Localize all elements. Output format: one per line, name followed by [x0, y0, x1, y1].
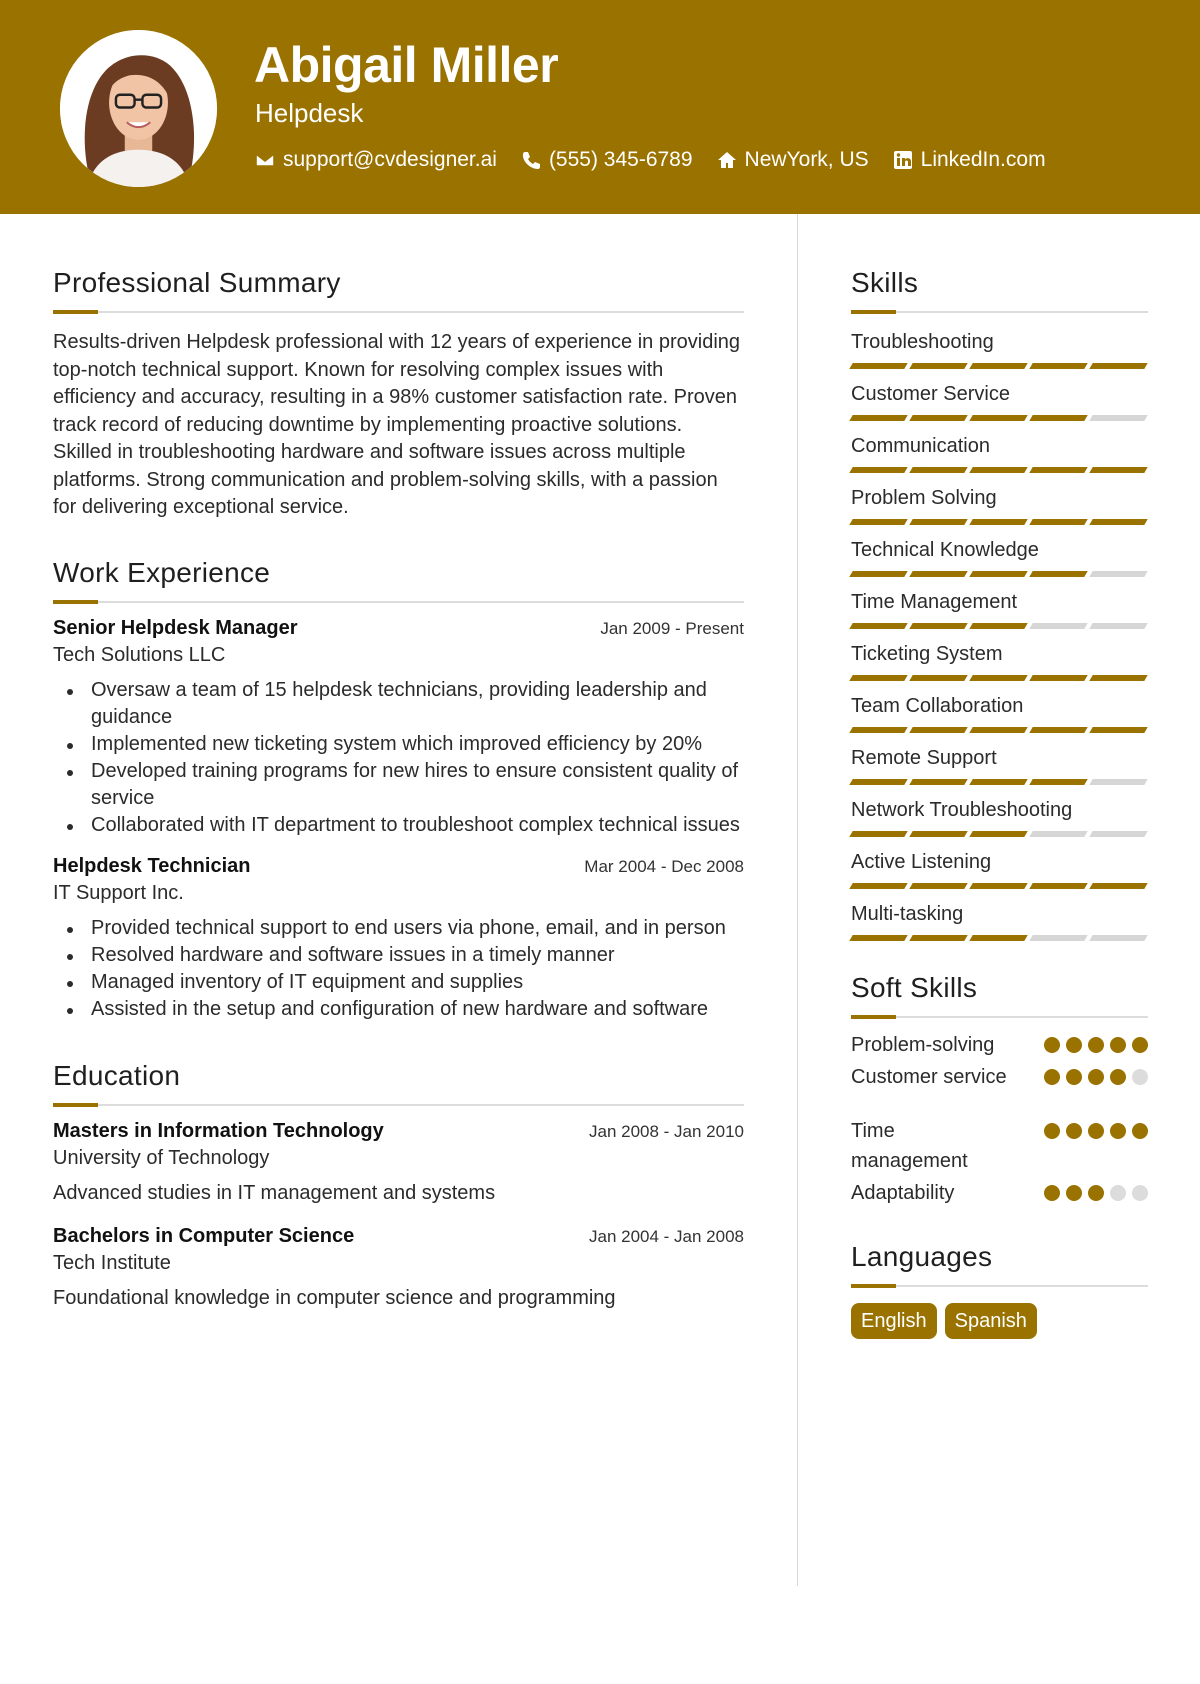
linkedin-icon	[893, 150, 913, 170]
skill-item	[851, 485, 1148, 525]
skill-level-segment	[1029, 727, 1087, 733]
job-bullet: Oversaw a team of 15 helpdesk technicians, providing leadership and guidance	[53, 677, 744, 731]
skill-level-segment	[909, 675, 967, 681]
job-bullet: Assisted in the setup and configuration of new hardware and software	[53, 996, 744, 1023]
skill-level-segment	[1089, 519, 1147, 525]
contact-location-text: NewYork, US	[744, 148, 869, 171]
rating-dot	[1132, 1185, 1148, 1201]
skill-level-bar	[851, 883, 1148, 889]
section-rule	[53, 310, 744, 313]
contact-bar	[255, 148, 1070, 172]
skill-name: Ticketing System	[851, 643, 1003, 665]
rating-dot	[1088, 1185, 1104, 1201]
skill-level-segment	[849, 571, 907, 577]
contact-email-text: support@cvdesigner.ai	[283, 148, 497, 171]
rating-dot	[1044, 1123, 1060, 1139]
sidebar-column	[851, 268, 1148, 1339]
skill-level-segment	[909, 779, 967, 785]
section-title: Education	[53, 1059, 181, 1091]
skill-level-segment	[909, 363, 967, 369]
skill-name: Technical Knowledge	[851, 539, 1039, 561]
skill-level-segment	[849, 519, 907, 525]
job-entry	[53, 855, 744, 1023]
rating-dot	[1066, 1037, 1082, 1053]
skill-level-segment	[909, 935, 967, 941]
skill-level-segment	[1089, 467, 1147, 473]
skill-item	[851, 901, 1148, 941]
skill-level-segment	[849, 779, 907, 785]
school-name: University of Technology	[53, 1146, 270, 1169]
skill-level-segment	[969, 831, 1027, 837]
envelope-icon	[255, 150, 275, 170]
skill-level-segment	[909, 571, 967, 577]
skill-name: Team Collaboration	[851, 695, 1024, 717]
skills-list	[851, 329, 1148, 941]
portrait-image	[60, 30, 217, 187]
skill-level-segment	[969, 779, 1027, 785]
skill-name: Network Troubleshooting	[851, 799, 1073, 821]
rating-dot	[1110, 1069, 1126, 1085]
rating-dot	[1132, 1037, 1148, 1053]
skill-item	[851, 849, 1148, 889]
skill-level-segment	[1029, 831, 1087, 837]
skill-level-segment	[1029, 779, 1087, 785]
skill-name: Active Listening	[851, 851, 992, 873]
skill-level-segment	[849, 831, 907, 837]
skill-item	[851, 381, 1148, 421]
skill-level-segment	[1029, 415, 1087, 421]
skill-level-segment	[969, 883, 1027, 889]
soft-skill-item	[851, 1030, 1148, 1060]
skill-level-segment	[969, 467, 1027, 473]
skill-level-segment	[969, 727, 1027, 733]
rating-dot	[1044, 1037, 1060, 1053]
degree-description: Foundational knowledge in computer science and programming	[53, 1286, 616, 1309]
skill-level-segment	[1029, 519, 1087, 525]
skill-level-segment	[849, 415, 907, 421]
rating-dot	[1110, 1123, 1126, 1139]
section-rule	[53, 1103, 744, 1106]
skill-level-segment	[1089, 935, 1147, 941]
section-title: Skills	[851, 267, 919, 298]
skill-level-bar	[851, 415, 1148, 421]
skill-level-segment	[909, 883, 967, 889]
skill-level-segment	[909, 831, 967, 837]
skill-level-segment	[1089, 415, 1147, 421]
experience-section	[53, 558, 744, 1023]
degree-dates: Jan 2008 - Jan 2010	[588, 1121, 744, 1141]
soft-skill-item	[851, 1178, 1148, 1208]
soft-skill-name: Time management	[851, 1120, 968, 1172]
soft-skill-name: Customer service	[851, 1066, 1007, 1088]
contact-linkedin-text: LinkedIn.com	[920, 148, 1046, 171]
education-entry	[53, 1120, 744, 1205]
job-dates: Jan 2009 - Present	[600, 618, 744, 638]
skill-level-segment	[1029, 623, 1087, 629]
soft-skill-rating	[1044, 1185, 1148, 1201]
languages-section	[851, 1242, 1148, 1339]
rating-dot	[1066, 1185, 1082, 1201]
skill-level-bar	[851, 467, 1148, 473]
skill-level-segment	[849, 675, 907, 681]
skill-level-segment	[849, 467, 907, 473]
skill-name: Problem Solving	[851, 487, 997, 509]
main-column	[53, 268, 744, 1310]
resume-header	[0, 0, 1200, 214]
job-title: Senior Helpdesk Manager	[53, 616, 298, 639]
rating-dot	[1110, 1185, 1126, 1201]
phone-icon	[521, 150, 541, 170]
degree-title: Masters in Information Technology	[53, 1119, 384, 1142]
job-bullet: Collaborated with IT department to troubleshoot complex technical issues	[53, 812, 744, 839]
skill-level-segment	[1029, 571, 1087, 577]
skill-level-segment	[1029, 363, 1087, 369]
soft-skill-rating	[1044, 1037, 1148, 1053]
candidate-role: Helpdesk	[255, 98, 364, 128]
skill-level-segment	[849, 935, 907, 941]
skill-item	[851, 537, 1148, 577]
skill-item	[851, 433, 1148, 473]
degree-description: Advanced studies in IT management and systems	[53, 1181, 496, 1204]
job-bullets	[53, 915, 744, 1023]
skill-name: Multi-tasking	[851, 903, 964, 925]
rating-dot	[1088, 1123, 1104, 1139]
language-tag: Spanish	[945, 1303, 1037, 1339]
contact-location	[717, 148, 869, 172]
skill-level-segment	[909, 727, 967, 733]
skill-level-segment	[909, 415, 967, 421]
skill-item	[851, 745, 1148, 785]
skill-level-segment	[1089, 779, 1147, 785]
skill-level-segment	[969, 935, 1027, 941]
soft-skills-list	[851, 1030, 1148, 1208]
skill-level-segment	[1029, 467, 1087, 473]
soft-skill-name: Adaptability	[851, 1182, 955, 1204]
skill-name: Troubleshooting	[851, 331, 994, 353]
skills-section	[851, 268, 1148, 941]
column-divider	[797, 214, 798, 1586]
soft-skill-rating	[1044, 1069, 1148, 1085]
skill-level-segment	[1089, 727, 1147, 733]
skill-level-segment	[849, 623, 907, 629]
section-rule	[851, 1284, 1148, 1287]
rating-dot	[1088, 1037, 1104, 1053]
section-title: Soft Skills	[851, 972, 978, 1003]
job-bullet: Developed training programs for new hires to ensure consistent quality of service	[53, 758, 744, 812]
skill-item	[851, 589, 1148, 629]
skill-item	[851, 329, 1148, 369]
rating-dot	[1066, 1123, 1082, 1139]
rating-dot	[1044, 1069, 1060, 1085]
candidate-name: Abigail Miller	[254, 37, 559, 93]
skill-level-segment	[969, 623, 1027, 629]
contact-phone[interactable]	[521, 148, 693, 172]
degree-title: Bachelors in Computer Science	[53, 1224, 355, 1247]
skill-level-segment	[1029, 883, 1087, 889]
job-bullet: Resolved hardware and software issues in a timely manner	[53, 942, 744, 969]
job-title: Helpdesk Technician	[53, 854, 251, 877]
skill-level-bar	[851, 675, 1148, 681]
skill-level-segment	[909, 519, 967, 525]
soft-skill-rating	[1044, 1123, 1148, 1139]
contact-phone-text: (555) 345-6789	[548, 148, 693, 171]
skill-name: Customer Service	[851, 383, 1010, 405]
skill-level-bar	[851, 831, 1148, 837]
skill-level-bar	[851, 519, 1148, 525]
job-bullet: Implemented new ticketing system which improved efficiency by 20%	[53, 731, 744, 758]
soft-skill-item	[851, 1116, 1148, 1176]
skill-level-segment	[969, 675, 1027, 681]
section-title: Professional Summary	[53, 267, 341, 298]
skill-level-segment	[909, 467, 967, 473]
job-bullet: Managed inventory of IT equipment and supplies	[53, 969, 744, 996]
summary-text: Results-driven Helpdesk professional with 12 years of experience in providing top-notch technical support. Known for resolving complex issues with efficiency and accuracy, resulting in a 98% customer satisfaction rate. Proven track record of reducing downtime by implementing proactive solutions. Skilled in troubleshooting hardware and software issues across multiple platforms. Strong communication and problem-solving skills, with a passion for delivering exceptional service.	[53, 331, 741, 518]
job-bullets	[53, 677, 744, 839]
summary-section	[53, 268, 744, 522]
skill-level-bar	[851, 363, 1148, 369]
rating-dot	[1088, 1069, 1104, 1085]
section-title: Work Experience	[53, 556, 271, 588]
skill-level-segment	[1089, 675, 1147, 681]
home-icon	[717, 150, 737, 170]
skill-level-segment	[849, 883, 907, 889]
education-entry	[53, 1225, 744, 1310]
rating-dot	[1110, 1037, 1126, 1053]
skill-level-bar	[851, 779, 1148, 785]
contact-linkedin[interactable]	[893, 148, 1046, 172]
rating-dot	[1132, 1069, 1148, 1085]
degree-dates: Jan 2004 - Jan 2008	[588, 1226, 744, 1246]
skill-level-bar	[851, 727, 1148, 733]
section-rule	[851, 1015, 1148, 1018]
skill-level-segment	[969, 363, 1027, 369]
skill-level-segment	[969, 415, 1027, 421]
language-tag: English	[851, 1303, 937, 1339]
skill-level-segment	[1089, 623, 1147, 629]
language-tags	[851, 1303, 1148, 1339]
rating-dot	[1044, 1185, 1060, 1201]
soft-skill-name: Problem-solving	[851, 1034, 995, 1056]
skill-level-bar	[851, 935, 1148, 941]
job-bullet: Provided technical support to end users via phone, email, and in person	[53, 915, 744, 942]
skill-item	[851, 797, 1148, 837]
school-name: Tech Institute	[53, 1251, 171, 1274]
section-title: Languages	[851, 1241, 993, 1272]
section-rule	[53, 600, 744, 603]
rating-dot	[1132, 1123, 1148, 1139]
skill-level-bar	[851, 571, 1148, 577]
job-dates: Mar 2004 - Dec 2008	[584, 856, 744, 876]
contact-email[interactable]	[255, 148, 497, 172]
skill-item	[851, 641, 1148, 681]
skill-level-segment	[1089, 831, 1147, 837]
skill-name: Remote Support	[851, 747, 997, 769]
employer-name: Tech Solutions LLC	[53, 643, 226, 666]
skill-item	[851, 693, 1148, 733]
skill-level-segment	[969, 571, 1027, 577]
skill-level-segment	[1029, 935, 1087, 941]
skill-level-segment	[1089, 571, 1147, 577]
soft-skill-item	[851, 1062, 1148, 1092]
skill-name: Time Management	[851, 591, 1017, 613]
skill-level-segment	[1089, 363, 1147, 369]
skill-level-segment	[969, 519, 1027, 525]
skill-level-bar	[851, 623, 1148, 629]
skill-level-segment	[1089, 883, 1147, 889]
profile-photo	[60, 30, 217, 187]
soft-skills-section	[851, 973, 1148, 1208]
rating-dot	[1066, 1069, 1082, 1085]
skill-name: Communication	[851, 435, 990, 457]
employer-name: IT Support Inc.	[53, 881, 184, 904]
skill-level-segment	[1029, 675, 1087, 681]
section-rule	[851, 310, 1148, 313]
skill-level-segment	[849, 727, 907, 733]
education-section	[53, 1061, 744, 1310]
skill-level-segment	[909, 623, 967, 629]
skill-level-segment	[849, 363, 907, 369]
job-entry	[53, 617, 744, 839]
